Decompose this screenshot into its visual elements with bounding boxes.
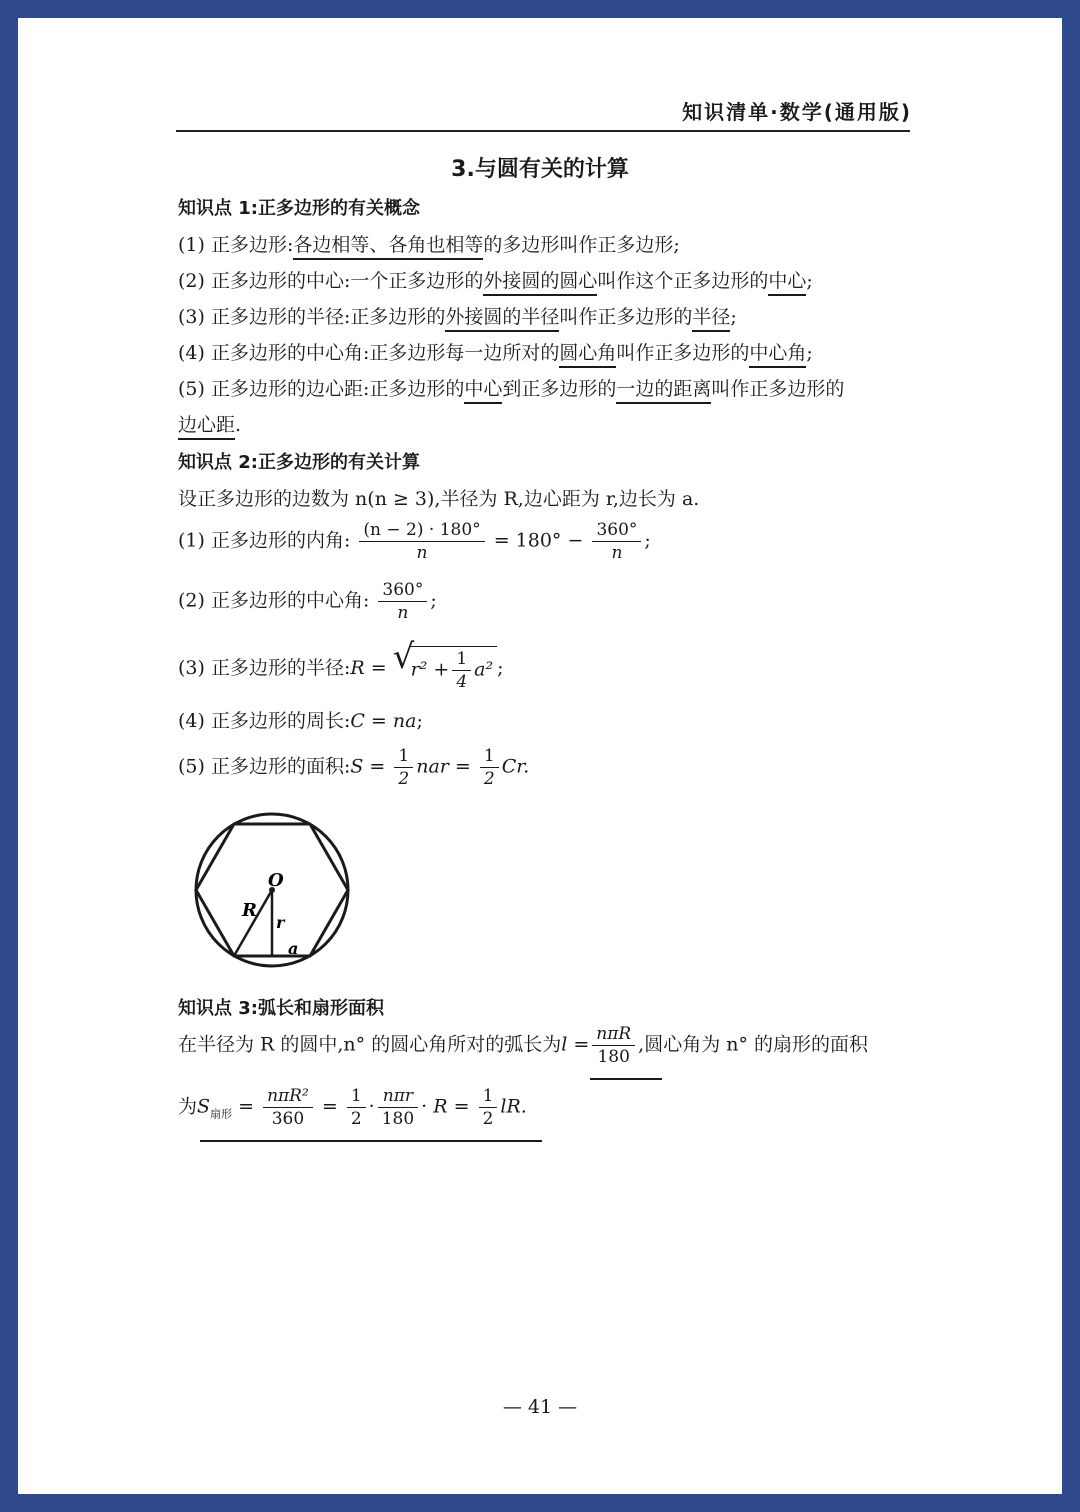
fraction-central-den: n xyxy=(397,603,409,623)
kp1-item-1-rest: 的多边形叫作正多边形; xyxy=(483,234,680,256)
formula-2-label: (2) 正多边形的中心角: xyxy=(178,589,370,612)
kp1-item-5-period: . xyxy=(235,414,242,436)
formula-tail-1: · R = xyxy=(421,1095,470,1118)
kp1-item-2-prefix: (2) 正多边形的中心:一个正多边形的 xyxy=(178,270,484,292)
fraction-half-4 xyxy=(479,1086,498,1129)
sqrt-body xyxy=(409,646,497,692)
sqrt-term-1: r² + xyxy=(410,658,450,681)
fraction-half-4-den: 2 xyxy=(482,1109,494,1129)
kp1-item-2-end: ; xyxy=(806,270,813,292)
formula-5-term-2: Cr. xyxy=(501,755,530,778)
fraction-interior-den: n xyxy=(416,543,428,563)
fraction-half-3 xyxy=(347,1086,366,1129)
fraction-central-num: 360° xyxy=(378,580,427,602)
fraction-interior xyxy=(359,520,484,563)
fraction-arc-den: 180 xyxy=(597,1047,630,1067)
fraction-arc-2 xyxy=(378,1086,418,1129)
kp1-item-3-end: ; xyxy=(730,306,737,328)
sqrt-term-2: a² xyxy=(474,658,494,681)
kp3-line-1 xyxy=(178,1024,868,1067)
hexagon-diagram xyxy=(190,808,360,978)
label-apothem: r xyxy=(276,913,285,932)
kp1-item-4 xyxy=(178,338,813,365)
kp1-item-5-mid: 到正多边形的 xyxy=(502,378,617,400)
formula-tail-2: lR. xyxy=(500,1095,527,1118)
kp3-line-2 xyxy=(178,1086,527,1129)
fraction-quarter-den: 4 xyxy=(456,672,468,692)
section-title: 3.与圆有关的计算 xyxy=(451,157,629,182)
formula-1-mid: = 180° − xyxy=(493,529,584,552)
formula-5-lhs: S = xyxy=(350,755,386,778)
formula-central-angle xyxy=(178,580,437,623)
kp1-item-4-prefix: (4) 正多边形的中心角:正多边形每一边所对的 xyxy=(178,342,560,364)
formula-5-label: (5) 正多边形的面积: xyxy=(178,755,351,778)
fraction-arc-2-den: 180 xyxy=(381,1109,415,1129)
label-side: a xyxy=(288,939,299,958)
kp1-item-3-blank-1: 外接圆的半径 xyxy=(445,306,559,332)
fraction-half-1-den: 2 xyxy=(398,769,410,789)
kp1-item-2-mid: 叫作这个正多边形的 xyxy=(597,270,769,292)
label-center: O xyxy=(268,870,284,891)
kp1-item-5-prefix: (5) 正多边形的边心距:正多边形的 xyxy=(178,378,465,400)
kp1-item-2-blank-2: 中心 xyxy=(768,270,806,296)
formula-5-term-1: nar = xyxy=(416,755,471,778)
fraction-sector-area xyxy=(263,1086,313,1129)
formula-3-end: ; xyxy=(497,657,504,679)
formula-4-end: ; xyxy=(416,710,423,732)
kp1-item-5 xyxy=(178,374,844,401)
fraction-half-3-den: 2 xyxy=(350,1109,362,1129)
formula-1-end: ; xyxy=(644,529,651,552)
document-page xyxy=(18,18,1062,1494)
fraction-half-2-num: 1 xyxy=(480,746,499,768)
fraction-360-den: n xyxy=(611,543,623,563)
kp1-item-3-blank-2: 半径 xyxy=(692,306,730,332)
arc-length-lhs: l = xyxy=(561,1033,590,1056)
fraction-arc-2-num: nπr xyxy=(378,1086,418,1108)
kp1-item-4-blank-1: 圆心角 xyxy=(559,342,616,368)
sector-area-symbol: S xyxy=(197,1095,211,1118)
kp1-item-5-end: 叫作正多边形的 xyxy=(711,378,845,400)
kp1-item-3-mid: 叫作正多边形的 xyxy=(559,306,693,328)
page-number: — 41 — xyxy=(502,1396,578,1418)
fraction-half-4-num: 1 xyxy=(479,1086,498,1108)
kp3-line-2-prefix: 为 xyxy=(178,1095,198,1118)
kp2-intro: 设正多边形的边数为 n(n ≥ 3),半径为 R,边心距为 r,边长为 a. xyxy=(178,488,700,510)
kp1-title: 知识点 1:正多边形的有关概念 xyxy=(178,198,420,219)
kp1-item-4-blank-2: 中心角 xyxy=(749,342,806,368)
formula-perimeter xyxy=(178,706,423,733)
kp1-item-3-prefix: (3) 正多边形的半径:正多边形的 xyxy=(178,306,446,328)
fraction-360-num: 360° xyxy=(592,520,641,542)
kp1-item-5-blank-2: 一边的距离 xyxy=(616,378,711,404)
fraction-half-1-num: 1 xyxy=(394,746,413,768)
formula-2-end: ; xyxy=(430,589,437,612)
kp1-item-3 xyxy=(178,302,737,329)
kp1-item-5-continued xyxy=(178,410,241,437)
kp1-item-5-blank-1: 中心 xyxy=(464,378,502,404)
kp1-item-1-blank: 各边相等、各角也相等 xyxy=(293,234,483,260)
fraction-half-2-den: 2 xyxy=(483,769,495,789)
kp1-item-2 xyxy=(178,266,813,293)
formula-4-label: (4) 正多边形的周长: xyxy=(178,710,351,732)
label-radius: R xyxy=(242,900,257,921)
sector-area-underline xyxy=(200,1140,542,1142)
kp2-title: 知识点 2:正多边形的有关计算 xyxy=(178,452,420,473)
fraction-sector-num: nπR² xyxy=(263,1086,313,1108)
running-header: 知识清单·数学(通用版) xyxy=(682,100,912,124)
fraction-central xyxy=(378,580,427,623)
kp3-line-1-suffix: ,圆心角为 n° 的扇形的面积 xyxy=(638,1033,869,1056)
kp1-item-1-prefix: (1) 正多边形: xyxy=(178,234,294,256)
fraction-sector-den: 360 xyxy=(271,1109,305,1129)
fraction-half-2 xyxy=(480,746,499,789)
eq-sign-1: = xyxy=(238,1095,255,1118)
sqrt-icon: √ xyxy=(392,637,415,677)
formula-3-lhs: R = xyxy=(350,657,387,679)
dot-operator: · xyxy=(368,1095,375,1118)
kp1-item-1 xyxy=(178,230,680,257)
header-rule xyxy=(176,130,910,132)
formula-area xyxy=(178,746,529,789)
fraction-quarter xyxy=(452,649,471,692)
kp3-line-1-prefix: 在半径为 R 的圆中,n° 的圆心角所对的弧长为 xyxy=(178,1033,562,1056)
kp1-item-4-end: ; xyxy=(806,342,813,364)
formula-interior-angle xyxy=(178,520,651,563)
eq-sign-2: = xyxy=(321,1095,338,1118)
fraction-360-n xyxy=(592,520,641,563)
kp1-item-4-mid: 叫作正多边形的 xyxy=(616,342,750,364)
sector-area-subscript: 扇形 xyxy=(210,1107,233,1121)
kp1-item-2-blank-1: 外接圆的圆心 xyxy=(483,270,597,296)
formula-1-label: (1) 正多边形的内角: xyxy=(178,529,351,552)
formula-radius xyxy=(178,637,504,692)
sqrt-expression xyxy=(392,637,497,692)
kp1-item-5-blank-3: 边心距 xyxy=(178,414,235,440)
formula-4-expr: C = na xyxy=(350,710,417,732)
kp3-title: 知识点 3:弧长和扇形面积 xyxy=(178,998,384,1019)
arc-length-underline xyxy=(590,1078,662,1080)
fraction-quarter-num: 1 xyxy=(452,649,471,671)
formula-3-label: (3) 正多边形的半径: xyxy=(178,657,351,679)
fraction-arc-num: nπR xyxy=(592,1024,635,1046)
fraction-arc-length xyxy=(592,1024,635,1067)
fraction-half-3-num: 1 xyxy=(347,1086,366,1108)
fraction-half-1 xyxy=(394,746,413,789)
fraction-interior-num: (n − 2) · 180° xyxy=(359,520,484,542)
